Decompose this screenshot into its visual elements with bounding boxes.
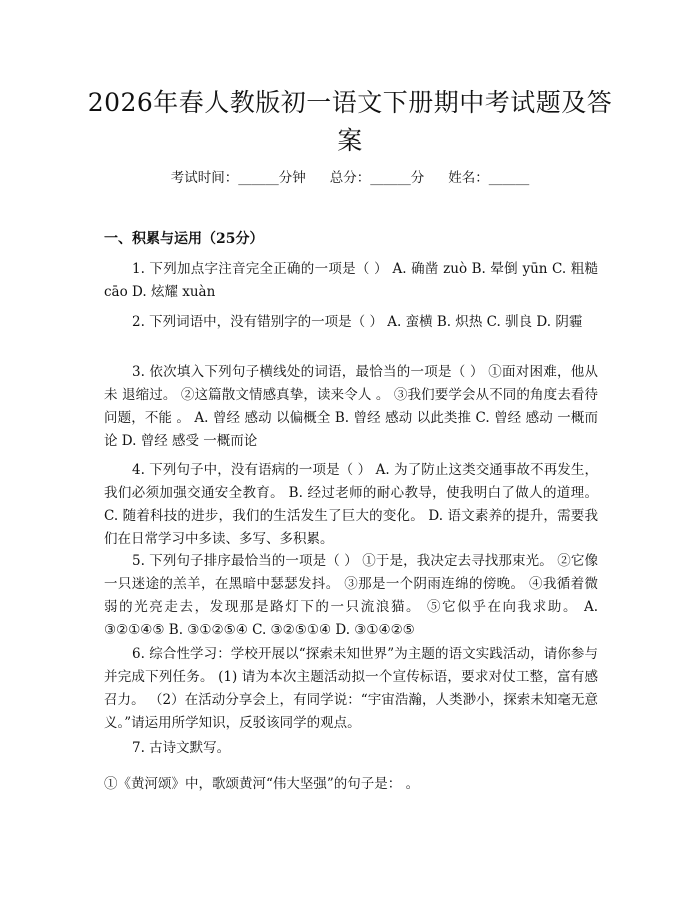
question-4: 4. 下列句子中，没有语病的一项是（ ） A. 为了防止这类交通事故不再发生，我们必须加强交通安全教育。 B. 经过老师的耐心教导，使我明白了做人的道理。 C. 随着科技的进步，我们的生活发生了巨大的变化。 D. 语文素养的提升，需要我们在日常学习中多读、多写、多积累。 [104, 462, 598, 547]
question-2: 2. 下列词语中，没有错别字的一项是（ ） A. 蛮横 B. 炽热 C. 驯良 D. 阴霾 [132, 314, 583, 330]
exam-time-field: 考试时间：______分钟 [170, 170, 306, 186]
section-heading: 一、积累与运用（25分） [104, 231, 264, 247]
question-1: 1. 下列加点字注音完全正确的一项是（ ） A. 确凿 zuò B. 晕倒 yūn C. 粗糙 cāo D. 炫耀 xuàn [104, 261, 598, 300]
exam-info-line [0, 168, 700, 188]
question-7-sub-1: ①《黄河颂》中，歌颂黄河“伟大坚强”的句子是： 。 [104, 776, 420, 792]
student-name-field: 姓名：______ [448, 170, 530, 186]
question-3: 3. 依次填入下列句子横线处的词语，最恰当的一项是（ ） ①面对困难，他从未 退缩过。 ②这篇散文情感真挚，读来令人 。 ③我们要学会从不同的角度去看待问题，不能 。 A. 曾经 感动 以偏概全 B. 曾经 感动 以此类推 C. 曾经 感动 一概而论 D. 曾经 感受 一概而论 [104, 364, 598, 449]
document-title: 2026年春人教版初一语文下册期中考试题及答案 [87, 88, 613, 155]
question-6: 6. 综合性学习：学校开展以“探索未知世界”为主题的语文实践活动，请你参与并完成下列任务。 (1) 请为本次主题活动拟一个宣传标语，要求对仗工整，富有感召力。 （2）在活动分享会上，有同学说：“宇宙浩瀚，人类渺小，探索未知毫无意义。”请运用所学知识，反驳该同学的观点。 [104, 646, 598, 731]
question-5: 5. 下列句子排序最恰当的一项是（ ） ①于是，我决定去寻找那束光。 ②它像一只迷途的羔羊，在黑暗中瑟瑟发抖。 ③那是一个阴雨连绵的傍晚。 ④我循着微弱的光亮走去，发现那是路灯下的一只流浪猫。 ⑤它似乎在向我求助。 A. ③②①④⑤ B. ③①②⑤④ C. ③②⑤①④ D. ③①④②⑤ [104, 553, 598, 638]
total-score-field: 总分：______分 [329, 170, 425, 186]
question-7: 7. 古诗文默写。 [132, 740, 231, 756]
